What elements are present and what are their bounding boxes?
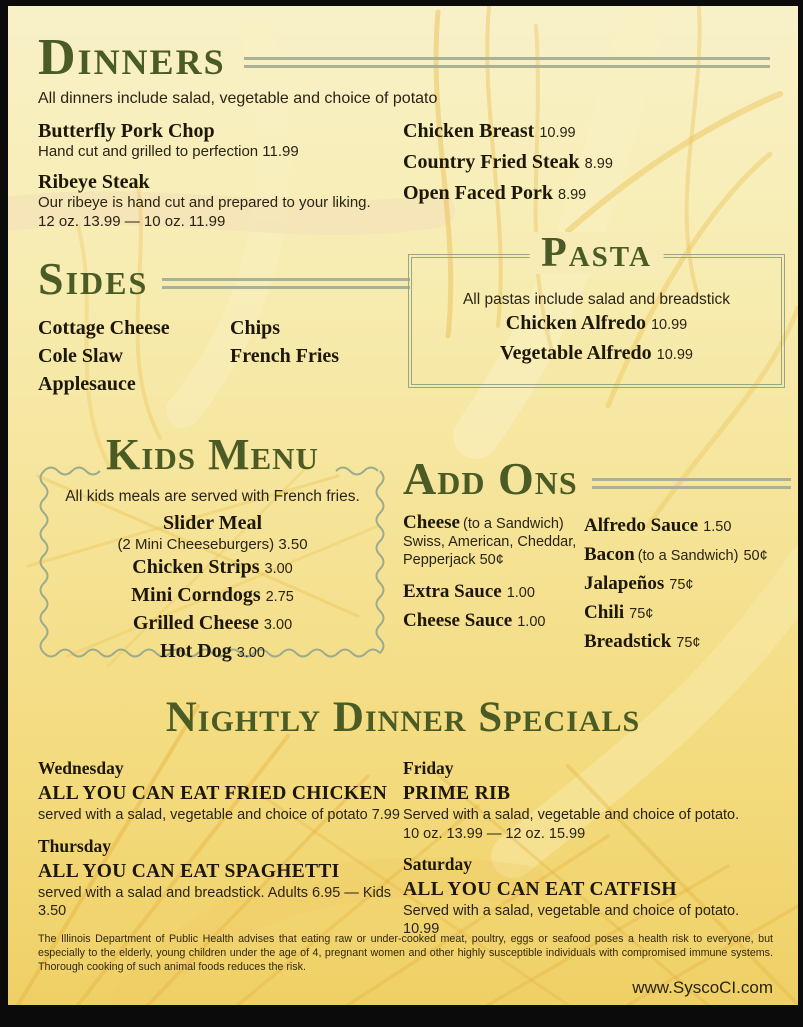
menu-item-chili [584, 599, 791, 628]
item-name: Extra Sauce [403, 581, 502, 603]
side-item: Cottage Cheese [38, 317, 170, 339]
dinners-header [38, 29, 770, 86]
item-price: 10.99 [650, 317, 688, 333]
menu-item-grilled-cheese [35, 610, 390, 638]
menu-item-open-faced-pork [403, 182, 770, 205]
menu-item-extra-sauce [403, 578, 584, 607]
specials-title: Nightly Dinner Specials [165, 694, 641, 741]
add-ons-title: Add Ons [403, 453, 578, 504]
section-kids-menu [35, 430, 390, 663]
sides-double-rule [162, 278, 410, 289]
menu-item-chicken-alfredo [409, 309, 784, 339]
item-price: 1.00 [506, 585, 535, 602]
dinners-note: All dinners include salad, vegetable and choice of potato [38, 90, 438, 107]
menu-item-breadstick [584, 628, 791, 657]
sides-header [38, 253, 410, 304]
special-saturday [403, 854, 776, 939]
health-disclaimer: The Illinois Department of Public Health advises that eating raw or under-cooked meat, poultry, eggs or seafood poses a health risk to everyone, but especially to the elderly, young children under the age of 4, pregnant women and other highly susceptible individuals with compromised immune systems. Thorough cooking of such animal foods reduces the risk. [38, 933, 773, 973]
add-ons-column-1 [403, 512, 584, 657]
item-description: Swiss, American, Cheddar, [403, 534, 577, 550]
add-ons-items [403, 512, 791, 657]
item-description: Hand cut and grilled to perfection 11.99 [38, 143, 299, 160]
special-friday [403, 758, 776, 843]
menu-item-chicken-breast [403, 120, 770, 143]
item-description: Our ribeye is hand cut and prepared to your liking. [38, 193, 371, 211]
item-price: 3.50 [278, 536, 308, 553]
dinners-double-rule [244, 57, 770, 68]
section-specials [38, 758, 776, 949]
side-item: French Fries [230, 345, 340, 367]
special-description: served with a salad, vegetable and choice of potato 7.99 [38, 807, 400, 824]
menu-item-chicken-strips [35, 554, 390, 582]
menu-item-cheese-sauce [403, 607, 584, 636]
item-name: Open Faced Pork [403, 182, 553, 204]
menu-item-mini-corndogs [35, 582, 390, 610]
item-name: Chicken Alfredo [505, 312, 646, 334]
item-price: 8.99 [558, 187, 587, 203]
item-price: 75¢ [669, 577, 694, 593]
item-subtext [35, 536, 390, 554]
section-add-ons [403, 453, 791, 657]
item-price: 50¢ [743, 548, 768, 564]
item-name: Chicken Strips [132, 556, 260, 578]
specials-right-column [403, 758, 776, 949]
item-price: 10.99 [656, 347, 693, 363]
dinners-items [38, 120, 770, 240]
item-price: 75¢ [629, 606, 654, 622]
side-item: Cole Slaw [38, 345, 123, 367]
special-day: Wednesday [38, 758, 124, 778]
special-name: PRIME RIB [403, 783, 511, 804]
menu-page [8, 6, 798, 1005]
special-description: Served with a salad, vegetable and choice of potato. [403, 807, 740, 824]
item-price: 1.00 [517, 614, 546, 631]
item-name: Vegetable Alfredo [500, 342, 652, 364]
section-pasta [408, 230, 785, 388]
dinners-title: Dinners [38, 29, 226, 86]
menu-item-slider-meal [35, 510, 390, 554]
menu-item-butterfly-pork-chop [38, 120, 403, 162]
sides-column-1 [38, 314, 230, 398]
item-name: Chili [584, 602, 625, 623]
pasta-note: All pastas include salad and breadstick [462, 291, 731, 308]
sides-title: Sides [38, 253, 149, 304]
item-name: Alfredo Sauce [584, 515, 699, 536]
add-ons-column-2 [584, 512, 791, 657]
side-item: Chips [230, 317, 281, 339]
menu-item-cheese [403, 512, 584, 569]
special-thursday [38, 836, 403, 921]
sides-items [38, 314, 410, 398]
item-qualifier: (to a Sandwich) [462, 516, 564, 532]
special-description: served with a salad and breadstick. Adults 6.95 — Kids 3.50 [38, 884, 392, 919]
kids-menu-items [35, 461, 390, 666]
kids-menu-note: All kids meals are served with French fries. [65, 488, 360, 505]
item-name: Jalapeños [584, 573, 665, 594]
item-name: Hot Dog [160, 640, 232, 662]
special-wednesday [38, 758, 403, 825]
item-price: 1.50 [703, 519, 732, 535]
menu-item-hot-dog [35, 638, 390, 666]
menu-item-bacon [584, 541, 791, 570]
item-price: 75¢ [676, 635, 701, 651]
item-subtext-paren: (2 Mini Cheeseburgers) [117, 536, 275, 553]
item-price: 3.00 [236, 645, 265, 661]
pasta-title: Pasta [529, 232, 664, 274]
special-description: Served with a salad, vegetable and choice of potato. 10.99 [403, 903, 740, 938]
website-url: www.SyscoCI.com [632, 977, 773, 997]
special-name: ALL YOU CAN EAT SPAGHETTI [38, 860, 340, 882]
special-description-line2: 10 oz. 13.99 — 12 oz. 15.99 [403, 825, 586, 842]
item-price: 10.99 [539, 125, 576, 141]
dinners-left-column [38, 120, 403, 240]
dinners-right-column [403, 120, 770, 240]
add-ons-header [403, 453, 791, 504]
menu-item-alfredo-sauce [584, 512, 791, 541]
sides-column-2 [230, 314, 339, 398]
item-name: Grilled Cheese [132, 612, 259, 634]
item-name: Mini Corndogs [131, 584, 261, 606]
special-day: Friday [403, 758, 454, 778]
item-name: Cheese [403, 512, 460, 533]
special-name: ALL YOU CAN EAT CATFISH [403, 878, 677, 900]
item-qualifier: (to a Sandwich) [637, 548, 739, 564]
side-item: Applesauce [38, 373, 136, 395]
menu-item-jalapenos [584, 570, 791, 599]
footer [38, 933, 773, 998]
specials-left-column [38, 758, 403, 949]
section-sides [38, 253, 410, 398]
item-description-line2: Pepperjack 50¢ [403, 551, 504, 568]
item-name: Breadstick [584, 631, 672, 652]
item-price: 2.75 [265, 589, 294, 605]
menu-item-vegetable-alfredo [409, 339, 784, 369]
item-description-line2: 12 oz. 13.99 — 10 oz. 11.99 [38, 212, 226, 230]
special-day: Saturday [403, 853, 473, 874]
item-price: 3.00 [264, 561, 293, 577]
item-name: Slider Meal [162, 512, 263, 534]
section-dinners [38, 29, 770, 240]
item-name: Butterfly Pork Chop [38, 120, 215, 142]
kids-menu-title: Kids Menu [106, 430, 319, 479]
item-name: Country Fried Steak [403, 151, 580, 173]
menu-item-country-fried-steak [403, 151, 770, 174]
item-name: Chicken Breast [403, 120, 535, 142]
menu-item-ribeye-steak [38, 171, 403, 232]
add-ons-double-rule [592, 478, 791, 489]
item-price: 8.99 [584, 156, 613, 172]
item-name: Bacon [584, 544, 635, 565]
menu-content [8, 6, 798, 1005]
item-price: 3.00 [263, 617, 293, 633]
item-name: Cheese Sauce [403, 610, 513, 632]
special-name: ALL YOU CAN EAT FRIED CHICKEN [38, 783, 388, 804]
special-day: Thursday [38, 835, 111, 856]
item-name: Ribeye Steak [38, 170, 150, 193]
